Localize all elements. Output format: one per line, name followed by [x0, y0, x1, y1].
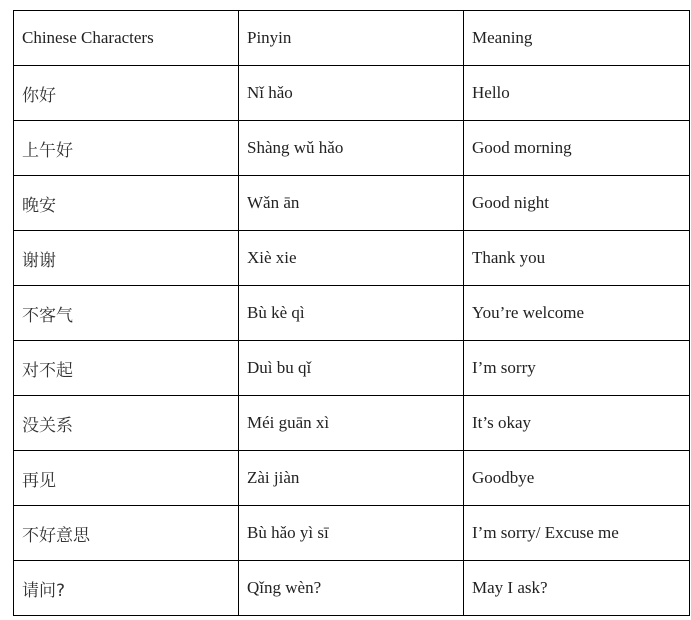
characters-cell: 再见 — [14, 451, 239, 506]
pinyin-cell: Duì bu qǐ — [239, 341, 464, 396]
phrase-table — [13, 10, 690, 616]
table-row — [14, 451, 690, 506]
meaning-cell: It’s okay — [464, 396, 690, 451]
characters-cell: 上午好 — [14, 121, 239, 176]
pinyin-cell: Bù kè qì — [239, 286, 464, 341]
header-chinese-characters: Chinese Characters — [14, 11, 239, 66]
characters-cell: 没关系 — [14, 396, 239, 451]
characters-cell: 不客气 — [14, 286, 239, 341]
table-row — [14, 506, 690, 561]
table-row — [14, 231, 690, 286]
pinyin-cell: Bù hǎo yì sī — [239, 506, 464, 561]
table-row — [14, 176, 690, 231]
header-pinyin: Pinyin — [239, 11, 464, 66]
meaning-cell: You’re welcome — [464, 286, 690, 341]
meaning-cell: Good night — [464, 176, 690, 231]
pinyin-cell: Nǐ hǎo — [239, 66, 464, 121]
pinyin-cell: Xiè xie — [239, 231, 464, 286]
pinyin-cell: Wǎn ān — [239, 176, 464, 231]
meaning-cell: May I ask? — [464, 561, 690, 616]
pinyin-cell: Méi guān xì — [239, 396, 464, 451]
table-row — [14, 341, 690, 396]
characters-cell: 你好 — [14, 66, 239, 121]
meaning-cell: I’m sorry — [464, 341, 690, 396]
meaning-cell: I’m sorry/ Excuse me — [464, 506, 690, 561]
characters-cell: 晚安 — [14, 176, 239, 231]
meaning-cell: Hello — [464, 66, 690, 121]
meaning-cell: Good morning — [464, 121, 690, 176]
table-row — [14, 66, 690, 121]
table-row — [14, 121, 690, 176]
meaning-cell: Thank you — [464, 231, 690, 286]
pinyin-cell: Shàng wǔ hǎo — [239, 121, 464, 176]
pinyin-cell: Qǐng wèn? — [239, 561, 464, 616]
header-meaning: Meaning — [464, 11, 690, 66]
characters-cell: 对不起 — [14, 341, 239, 396]
characters-cell: 谢谢 — [14, 231, 239, 286]
table-row — [14, 561, 690, 616]
table-row — [14, 396, 690, 451]
characters-cell: 不好意思 — [14, 506, 239, 561]
table-row — [14, 286, 690, 341]
table-header-row — [14, 11, 690, 66]
meaning-cell: Goodbye — [464, 451, 690, 506]
pinyin-cell: Zài jiàn — [239, 451, 464, 506]
characters-cell: 请问? — [14, 561, 239, 616]
